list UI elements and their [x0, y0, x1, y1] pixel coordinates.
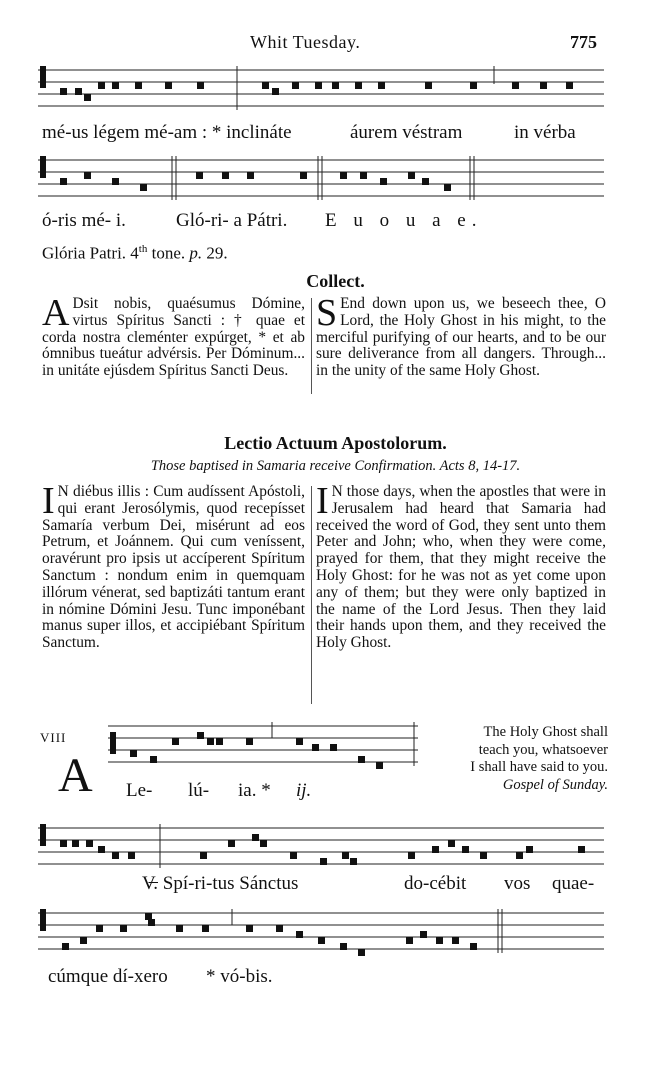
lyric-line-3b: lú- [188, 780, 210, 801]
lyric-line-2b: Gló-ri- a Pátri. [176, 210, 288, 231]
collect-heading: Collect. [306, 271, 365, 291]
lyric-line-4b: do-cébit [404, 873, 467, 894]
dropcap-S: S [316, 292, 338, 334]
lyric-line-4c: vos [504, 873, 531, 894]
chant-staff-1 [0, 60, 671, 130]
lesson-heading: Lectio Actuum Apostolorum. [224, 433, 447, 453]
lyric-line-3c: ia. * [238, 780, 271, 801]
lyric-line-5a: cúmque dí-xero [48, 966, 168, 987]
alleluia-initial: A [58, 749, 93, 802]
collect-english: S End down upon us, we beseech thee, O Lord, the Holy Ghost in his might, to the merciful purifying of our hearts, and to be our sure deliverance from all dangers. Through... in the unity of the same Holy Ghost. [316, 292, 606, 380]
running-header-title: Whit Tuesday. [250, 32, 361, 52]
lyric-line-4a: V̶. Spí-ri-tus Sánctus [142, 873, 299, 894]
lyric-line-1c: in vérba [514, 122, 576, 143]
lyric-line-4d: quae- [552, 873, 595, 894]
lyric-line-1b: áurem véstram [350, 122, 463, 143]
lesson-subtitle: Those baptised in Samaria receive Confirmation. Acts 8, 14-17. [150, 458, 521, 474]
chant-staff-4 [0, 818, 671, 878]
column-divider [311, 298, 312, 394]
dropcap-I-english: I [316, 480, 329, 522]
lyric-line-2a: ó-ris mé- i. [42, 210, 126, 231]
chant-staff-5 [0, 903, 671, 973]
mode-label: VIII [40, 730, 67, 745]
lyric-line-3a: Le- [126, 780, 153, 801]
lyric-line-2c: E u o u a e. [325, 210, 483, 231]
lyric-line-1a: mé-us légem mé-am : * inclináte [42, 122, 292, 143]
gloria-note: Glória Patri. 4th tone. p. 29. [42, 243, 228, 263]
lesson-latin: I N diébus illis : Cum audíssent Apóstoli, qui erant Jerosólymis, quod recepísset Samaría verbum Dei, misérunt ad eos Petrum, et Joánnem. Qui cum veníssent, oravérunt pro ipsis ut accíperent Spíritum Sanctum : nondum enim in quemquam illórum vénerat, sed baptizáti tantum erant in nómine Dómini Jesu. Tunc imponébant manus super illos, et accipiébant Spíritum Sanctum. [42, 480, 305, 652]
chant-staff-2 [0, 150, 671, 210]
dropcap-A: A [42, 292, 70, 334]
lyric-line-5b: * vó-bis. [206, 966, 273, 987]
dropcap-I-latin: I [42, 480, 55, 522]
lyric-line-3d: ij. [296, 780, 312, 801]
collect-latin: A Dsit nobis, quaésumus Dómine, virtus Spíritus Sancti : † quae et corda nostra cleménter expúrget, * et ab ómnibus tueátur advérsis. Per Dóminum... in unitáte ejúsdem Spíritus Sancti Deus. [42, 292, 305, 380]
lesson-english: I N those days, when the apostles that were in Jerusalem had heard that Samaria had received the word of God, they sent unto them Peter and John; who, when they were come, prayed for them, that they might receive the Holy Ghost: for he was not as yet come upon any of them; but they were only baptized in the name of the Lord Jesus. Then they laid their hands upon them, and they received the Holy Ghost. [316, 480, 606, 652]
column-divider [311, 486, 312, 704]
rubric-note: The Holy Ghost shall teach you, whatsoever I shall have said to you. Gospel of Sunday. [470, 724, 608, 793]
page-number: 775 [570, 32, 597, 52]
